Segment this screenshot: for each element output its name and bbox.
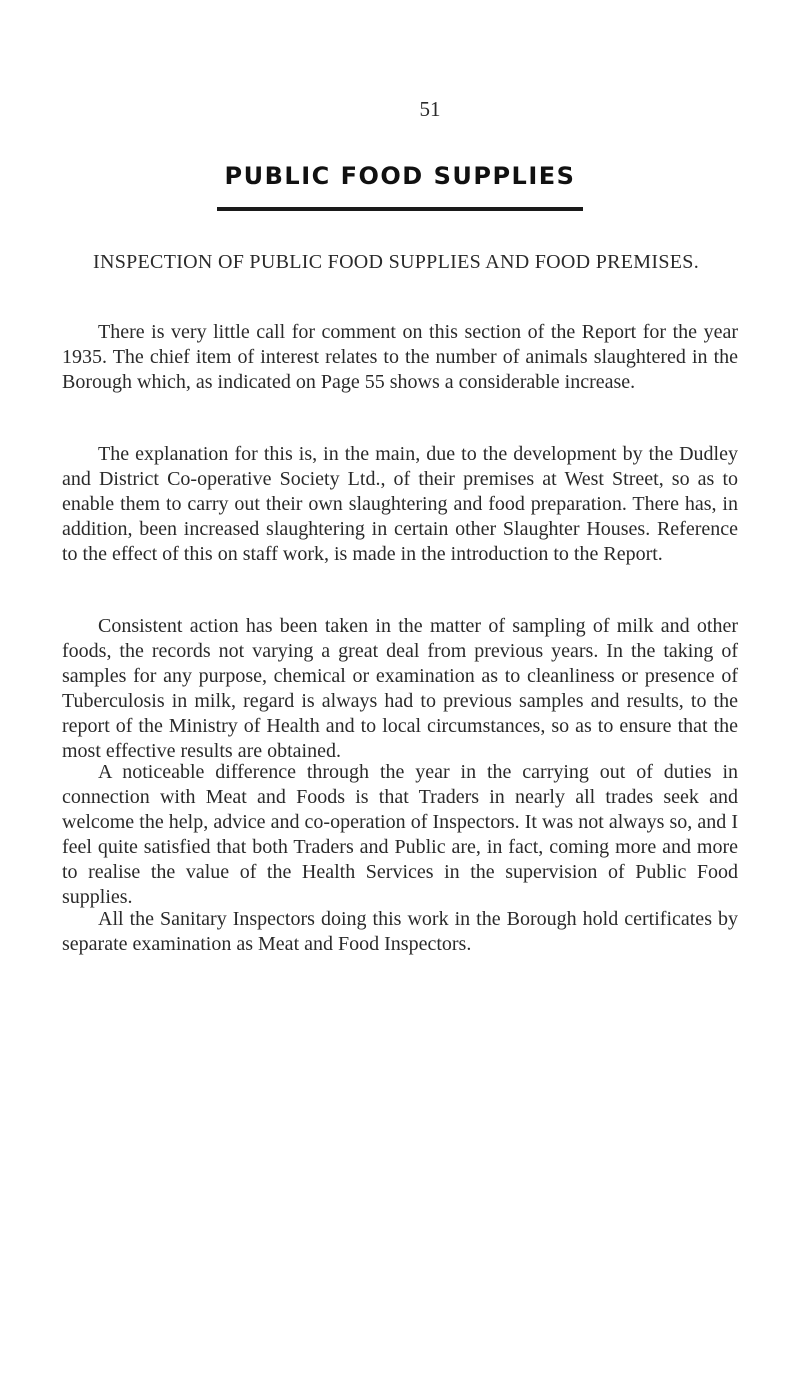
paragraph-5: All the Sanitary Inspectors doing this work in the Borough hold certificates by separate examination as Meat and Food Inspectors. — [62, 908, 738, 955]
section-heading: PUBLIC FOOD SUPPLIES — [224, 162, 576, 190]
page-number: 51 — [419, 97, 441, 121]
paragraph-3: Consistent action has been taken in the matter of sampling of milk and other foods, the records not varying a great deal from previous years. In the taking of samples for any purpose, chemical or examination as to cleanliness or presence of Tuberculosis in milk, regard is always had to previous samples and results, to the report of the Ministry of Health and to local circumstances, so as to ensure that the most effective results are obtained. — [62, 615, 738, 762]
paragraph-2: The explanation for this is, in the main, due to the development by the Dudley and District Co-operative Society Ltd., of their premises at West Street, so as to enable them to carry out their own slaughtering and food preparation. There has, in addition, been increased slaughtering in certain other Slaughter Houses. Reference to the effect of this on staff work, is made in the introduction to the Report. — [62, 443, 738, 565]
section-subheading: INSPECTION OF PUBLIC FOOD SUPPLIES AND FOOD PREMISES. — [92, 251, 699, 273]
paragraph-4: A noticeable difference through the year in the carrying out of duties in connection with Meat and Foods is that Traders in nearly all trades seek and welcome the help, advice and co-operation of Inspectors. It was not always so, and I feel quite satisfied that both Traders and Public are, in fact, coming more and more to realise the value of the Health Services in the supervision of Public Food supplies. — [62, 761, 738, 908]
heading-underline — [217, 207, 583, 211]
paragraph-1: There is very little call for comment on this section of the Report for the year 1935. The chief item of interest relates to the number of animals slaughtered in the Borough which, as indicated on Page 55 shows a considerable increase. — [62, 321, 738, 393]
